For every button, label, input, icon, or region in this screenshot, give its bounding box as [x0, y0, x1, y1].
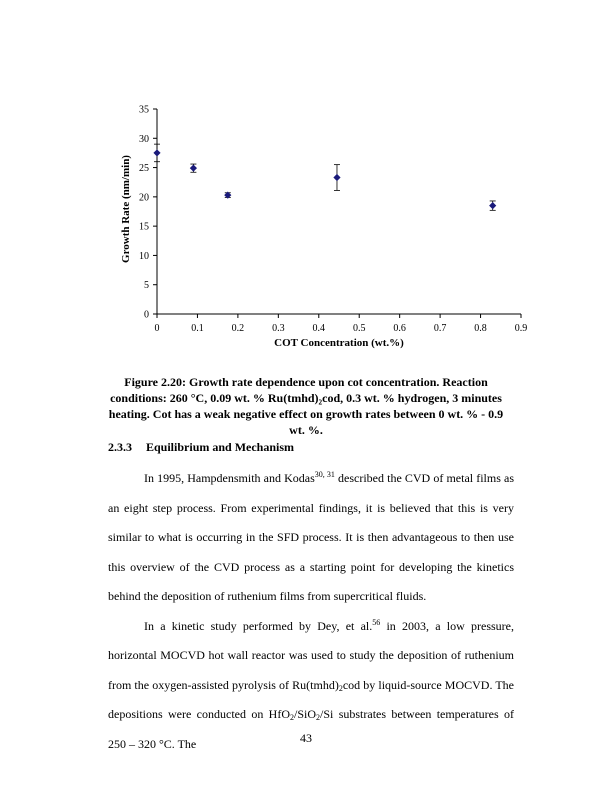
subscript: 2	[316, 713, 321, 722]
y-tick-label: 30	[139, 133, 149, 145]
text-run: /SiO	[294, 707, 317, 721]
citation: 56	[372, 617, 381, 627]
subscript: 2	[338, 683, 343, 693]
x-tick-label: 0.1	[191, 323, 204, 334]
data-point	[190, 165, 197, 172]
x-tick-label: 0.3	[272, 323, 285, 334]
y-tick-label: 5	[144, 280, 149, 292]
y-tick-label: 20	[139, 192, 149, 204]
data-series	[153, 144, 496, 210]
section-title: Equilibrium and Mechanism	[146, 440, 295, 454]
x-axis-label: COT Concentration (wt.%)	[274, 337, 404, 349]
y-tick-label: 35	[139, 104, 149, 116]
section-number: 2.3.3	[108, 440, 132, 454]
text-run: In a kinetic study performed by Dey, et al.	[144, 618, 373, 633]
paragraph	[108, 464, 514, 612]
section-heading	[108, 440, 294, 455]
growth-rate-chart	[0, 0, 612, 350]
x-tick-label: 0.7	[433, 323, 447, 334]
y-tick-label: 25	[139, 163, 149, 175]
y-tick-label: 10	[139, 250, 149, 262]
x-tick-label: 0.5	[352, 323, 366, 334]
data-point	[333, 174, 340, 181]
figure-caption: Figure 2.20: Growth rate dependence upon cot concentration. Reaction conditions: 260 °C, 0.09 wt. % Ru(tmhd)₂cod, 0.3 wt. % hydrogen, 3 minutes heating. Cot has a weak negative effect on growth rates between 0 wt. % - 0.9 wt. %.	[108, 375, 504, 437]
x-tick-label: 0	[154, 323, 160, 334]
text-run: described the CVD of metal films as an eight step process. From experimental findings, it is believed that this is very similar to what is occurring in the SFD process. It is then advantageous to then use this overview of the CVD process as a starting point for developing the kinetics behind the deposition of ruthenium films from supercritical fluids.	[108, 471, 515, 603]
citation: 30, 31	[314, 470, 335, 479]
page-number: 43	[300, 731, 312, 745]
x-tick-label: 0.4	[312, 323, 326, 334]
x-tick-label: 0.9	[514, 323, 528, 334]
x-tick-label: 0.8	[474, 323, 487, 334]
y-tick-label: 15	[139, 221, 149, 233]
y-tick-label: 0	[144, 309, 149, 321]
y-axis	[139, 105, 157, 321]
y-axis-label: Growth Rate (nm/min)	[120, 155, 132, 263]
x-axis	[155, 314, 528, 334]
data-point	[153, 149, 160, 156]
body-text	[108, 464, 514, 759]
x-tick-label: 0.2	[231, 323, 245, 334]
data-point	[489, 202, 496, 209]
subscript: 2	[290, 713, 294, 722]
text-run: In 1995, Hampdensmith and Kodas	[144, 471, 315, 485]
text-run: cod by liquid-source MOCVD. The depositions were conducted on HfO	[108, 677, 514, 721]
text-run: /Si substrates between temperatures of 250 – 320 °C. The	[108, 707, 514, 751]
x-tick-label: 0.6	[393, 323, 406, 334]
text-run: in 2003, a low pressure, horizontal MOCVD hot wall reactor was used to study the deposition of ruthenium from the oxygen-assisted pyrolysis of Ru(tmhd)	[108, 618, 514, 692]
